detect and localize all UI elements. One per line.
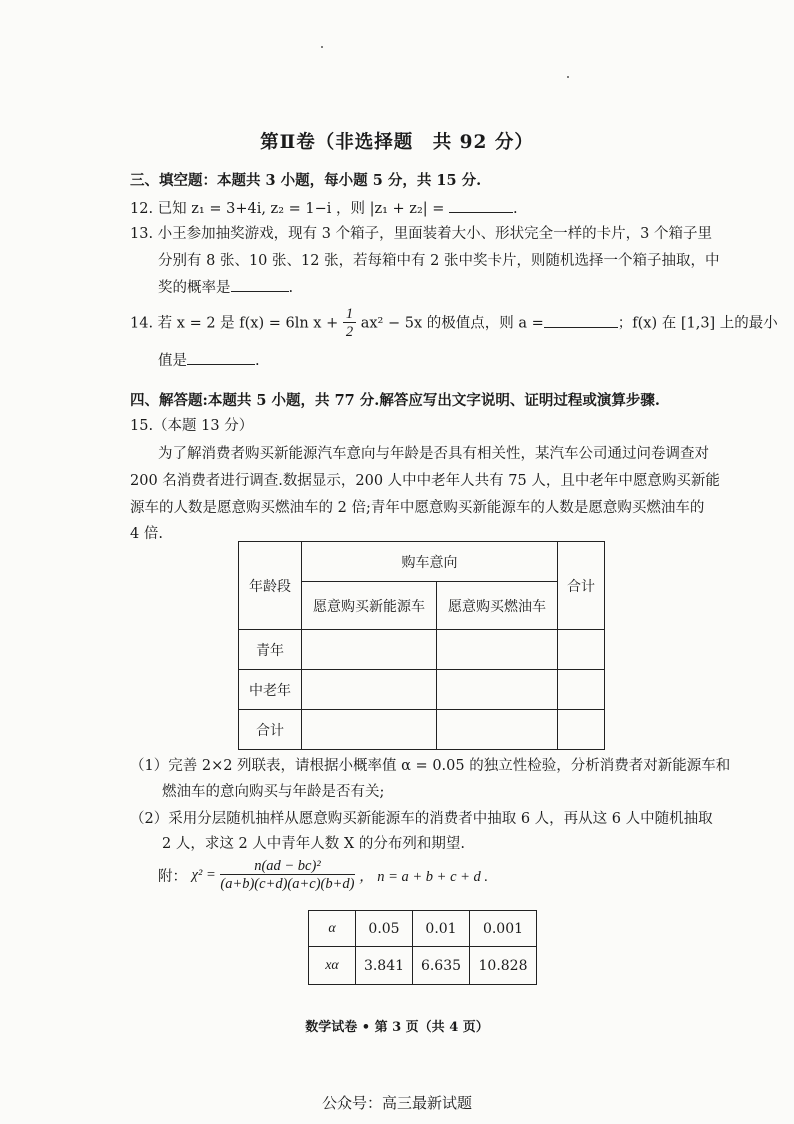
alpha-value: 0.001 [470, 911, 537, 947]
q12-text: 已知 z₁ = 3+4i, z₂ = 1−i ，则 |z₁ + z₂| = [157, 201, 445, 217]
section3-heading: 三、填空题：本题共 3 小题，每小题 5 分，共 15 分. [130, 172, 482, 189]
q13-line3 [158, 276, 293, 297]
q15-para-4: 4 倍. [130, 526, 163, 542]
page-footer: 数学试卷 • 第 3 页（共 4 页） [305, 1020, 489, 1035]
new-energy-column-header: 愿意购买新能源车 [302, 582, 437, 630]
part2-line2: 2 人，求这 2 人中青年人数 X 的分布列和期望. [162, 836, 465, 852]
table-cell [558, 670, 605, 710]
q14-fraction [343, 306, 356, 341]
q14-text-2: 值是 [158, 353, 187, 369]
q14-number: 14. [130, 315, 154, 332]
table-cell [437, 710, 558, 750]
watermark: 公众号：高三最新试题 [321, 1094, 472, 1112]
q14-frac-den: 2 [345, 324, 354, 340]
q13-text-3: 奖的概率是 [158, 280, 231, 296]
x-alpha-label: xα [309, 947, 356, 985]
scan-speck [321, 46, 323, 48]
fuel-column-header: 愿意购买燃油车 [437, 582, 558, 630]
q14-tail: . [255, 353, 260, 369]
q15-para-2: 200 名消费者进行调查.数据显示，200 人中中老年人共有 75 人，且中老年中愿意购买新能 [130, 473, 720, 489]
q12-number: 12. [130, 201, 154, 217]
critical-value: 6.635 [413, 947, 470, 985]
appendix-n-definition: ， n = a + b + c + d . [359, 869, 489, 885]
chi-square-symbol: χ² = [191, 867, 216, 883]
row-label-middle-aged: 中老年 [239, 670, 302, 710]
q12-tail: . [513, 201, 518, 217]
q13-line1 [130, 222, 712, 243]
critical-value: 10.828 [470, 947, 537, 985]
section4-heading: 四、解答题:本题共 5 小题，共 77 分.解答应写出文字说明、证明过程或演算步骤. [130, 392, 660, 409]
age-group-header: 年龄段 [239, 542, 302, 630]
q13-text-1: 小王参加抽奖游戏，现有 3 个箱子，里面装着大小、形状完全一样的卡片，3 个箱子里 [157, 226, 712, 242]
part1-line1 [130, 754, 730, 775]
chi-numerator: n(ad − bc)² [220, 858, 354, 875]
table-cell [558, 630, 605, 670]
critical-value: 3.841 [356, 947, 413, 985]
q15-header: 15.（本题 13 分） [130, 418, 254, 434]
q13-answer-blank [231, 291, 289, 292]
table-cell [558, 710, 605, 750]
part1-line2: 燃油车的意向购买与年龄是否有关; [162, 784, 385, 800]
part1-label: （1） [130, 758, 169, 774]
contingency-table [238, 541, 605, 750]
row-label-youth: 青年 [239, 630, 302, 670]
chi-denominator: (a+b)(c+d)(a+c)(b+d) [220, 876, 355, 892]
row-label-total: 合计 [239, 710, 302, 750]
q13-tail: . [288, 280, 294, 296]
purchase-intent-header: 购车意向 [302, 542, 558, 582]
question-12 [130, 197, 518, 218]
alpha-label: α [309, 911, 356, 947]
part1-text-1: 完善 2×2 列联表，请根据小概率值 α = 0.05 的独立性检验，分析消费者对新能源车和 [168, 758, 731, 774]
part2-line1 [130, 807, 713, 828]
appendix-formula [158, 858, 488, 893]
part2-label: （2） [130, 811, 169, 827]
table-cell [302, 710, 437, 750]
appendix-label: 附： [158, 869, 187, 885]
q14-post: ax² − 5x 的极值点，则 a = [360, 315, 544, 332]
q14-line1 [130, 306, 778, 341]
table-cell [437, 630, 558, 670]
part2-text-1: 采用分层随机抽样从愿意购买新能源车的消费者中抽取 6 人，再从这 6 人中随机抽取 [168, 811, 713, 827]
page-title: 第Ⅱ卷（非选择题 共 92 分） [260, 132, 534, 153]
q12-answer-blank [449, 212, 513, 213]
q13-line2: 分别有 8 张、10 张、12 张，若每箱中有 2 张中奖卡片，则随机选择一个箱子抽取，中 [158, 253, 720, 269]
chi-square-fraction [220, 858, 354, 893]
table-cell [302, 670, 437, 710]
scan-speck [567, 76, 569, 78]
q15-para-3: 源车的人数是愿意购买燃油车的 2 倍;青年中愿意购买新能源车的人数是愿意购买燃油车的 [130, 500, 705, 516]
q14-answer-blank-min [187, 364, 255, 365]
q14-frac-num: 1 [343, 306, 356, 323]
q15-para-1: 为了解消费者购买新能源汽车意向与年龄是否具有相关性，某汽车公司通过问卷调查对 [158, 446, 709, 462]
table-cell [437, 670, 558, 710]
alpha-value: 0.05 [356, 911, 413, 947]
alpha-value: 0.01 [413, 911, 470, 947]
q14-line2 [158, 349, 260, 370]
q14-mid: ；f(x) 在 [1,3] 上的最小 [617, 315, 778, 332]
q14-answer-blank-a [544, 327, 618, 328]
total-header: 合计 [558, 542, 605, 630]
q14-pre: 若 x = 2 是 f(x) = 6ln x + [157, 315, 339, 332]
table-cell [302, 630, 437, 670]
q13-number: 13. [130, 226, 154, 242]
critical-value-table [308, 910, 537, 985]
